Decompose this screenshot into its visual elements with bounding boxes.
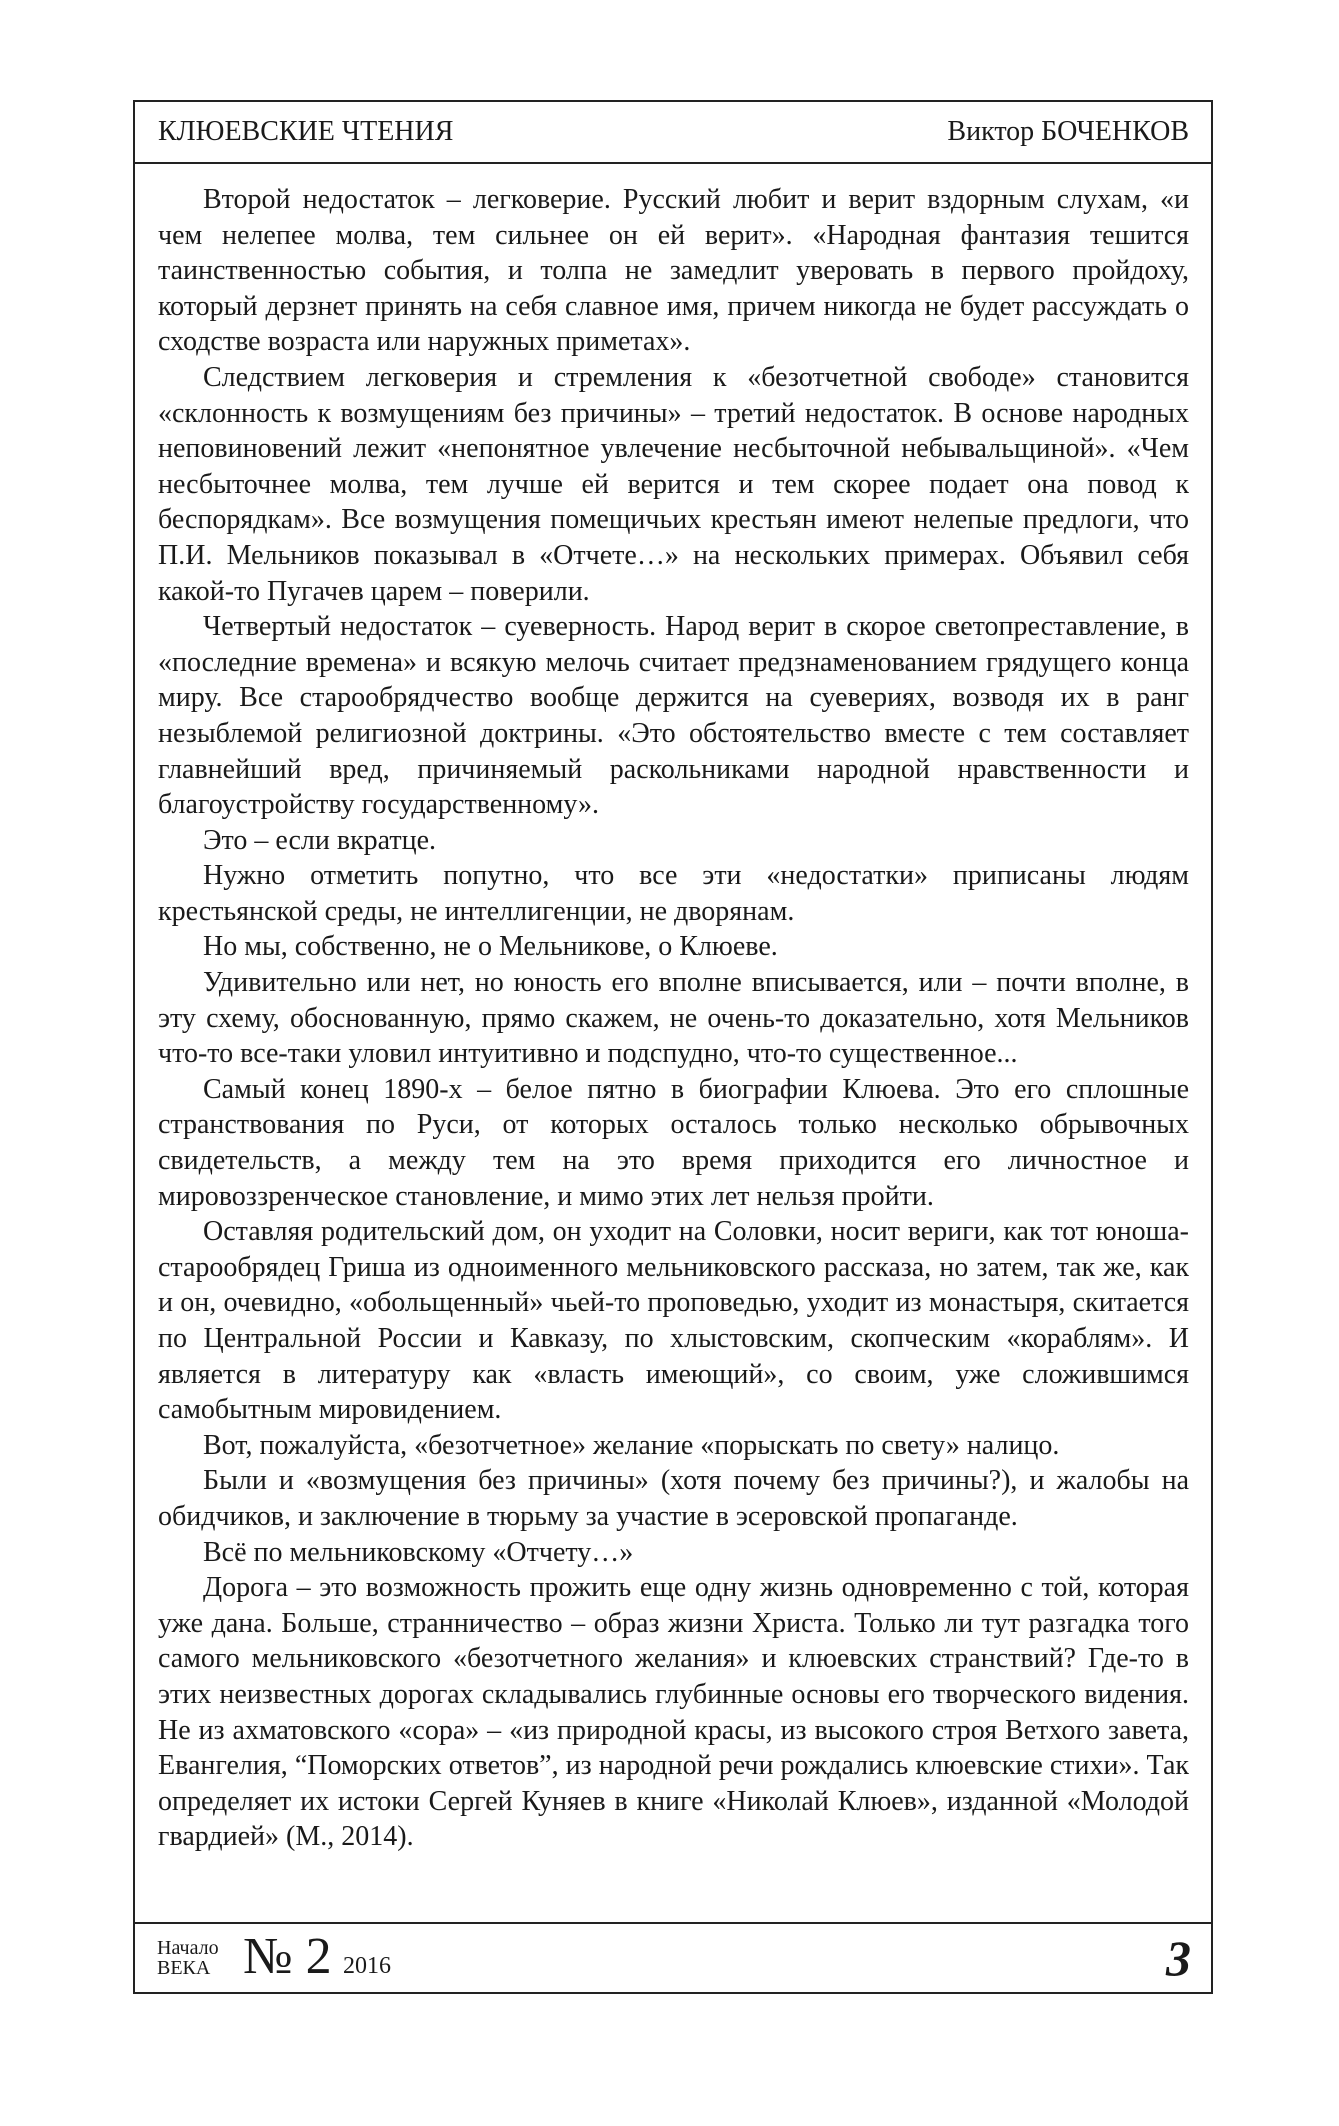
issue-number: № 2 — [243, 1928, 332, 1985]
paragraph: Всё по мельниковскому «Отчету…» — [203, 1536, 634, 1568]
paragraph: Дорога – это возможность прожить еще одну жизнь одновременно с той, которая уже дана. Больше, странничество – образ жизни Христа. Только ли тут разгадка того самого мельниковского «безотчетного желания» и клюевских странствий? Где-то в этих неизвестных дорогах складывались глубинные основы его творческого видения. Не из ахматовского «сора» – «из природной красы, из высокого строя Ветхого завета, Евангелия, “Поморских ответов”, из народной речи рождались клюевские стихи». Так определяет их истоки Сергей Куняев в книге «Николай Клюев», изданной «Молодой гвардией» (М., 2014). — [158, 1572, 1189, 1853]
running-header — [135, 102, 1211, 164]
issue-year: 2016 — [343, 1953, 391, 1979]
paragraph: Были и «возмущения без причины» (хотя почему без причины?), и жалобы на обидчиков, и заключение в тюрьму за участие в эсеровской пропаганде. — [158, 1465, 1189, 1532]
logo-line-2: ВЕКА — [157, 1957, 211, 1979]
page-frame — [133, 100, 1213, 1994]
paragraph: Но мы, собственно, не о Мельникове, о Клюеве. — [203, 931, 778, 963]
paragraph: Следствием легковерия и стремления к «безотчетной свободе» становится «склонность к возмущениям без причины» – третий недостаток. В основе народных неповиновений лежит «непонятное увлечение несбыточной небывальщиной». «Чем несбыточнее молва, тем лучше ей верится и тем скорее подает она повод к беспорядкам». Все возмущения помещичьих крестьян имеют нелепые предлоги, что П.И. Мельников показывал в «Отчете…» на нескольких примерах. Объявил себя какой-то Пугачев царем – поверили. — [158, 361, 1189, 607]
article-body — [158, 182, 1189, 1855]
paragraph: Нужно отметить попутно, что все эти «недостатки» приписаны людям крестьянской среды, не интеллигенции, не дворянам. — [158, 860, 1189, 927]
paragraph: Вот, пожалуйста, «безотчетное» желание «порыскать по свету» налицо. — [203, 1429, 1060, 1461]
page-number: 3 — [1166, 1930, 1191, 1986]
header-author: Виктор БОЧЕНКОВ — [947, 116, 1189, 147]
paragraph: Удивительно или нет, но юность его вполне вписывается, или – почти вполне, в эту схему, обоснованную, прямо скажем, не очень-то доказательно, хотя Мельников что-то все-таки уловил интуитивно и подспудно, что-то существенное... — [158, 967, 1189, 1070]
paragraph: Оставляя родительский дом, он уходит на Соловки, носит вериги, как тот юноша-старообрядец Гриша из одноименного мельниковского рассказа, но затем, так же, как и он, очевидно, «обольщенный» чьей-то проповедью, уходит из монастыря, скитается по Центральной России и Кавказу, по хлыстовским, скопческим «кораблям». И является в литературу как «власть имеющий», со своим, уже сложившимся самобытным мировидением. — [158, 1216, 1189, 1426]
magazine-logo — [157, 1938, 219, 1978]
paragraph: Четвертый недостаток – суеверность. Народ верит в скорое светопреставление, в «последние времена» и всякую мелочь считает предзнаменованием грядущего конца миру. Все старообрядчество вообще держится на суевериях, возводя их в ранг незыблемой религиозной доктрины. «Это обстоятельство вместе с тем составляет главнейший вред, причиняемый раскольниками народной нравственности и благоустройству государственному». — [158, 611, 1189, 821]
running-footer — [135, 1922, 1211, 1992]
paragraph: Самый конец 1890-х – белое пятно в биографии Клюева. Это его сплошные странствования по Руси, от которых осталось только несколько обрывочных свидетельств, а между тем на это время приходится его личностное и мировоззренческое становление, и мимо этих лет нельзя пройти. — [158, 1073, 1189, 1212]
header-section-title: КЛЮЕВСКИЕ ЧТЕНИЯ — [158, 116, 454, 147]
paragraph: Второй недостаток – легковерие. Русский любит и верит вздорным слухам, «и чем нелепее молва, тем сильнее он ей верит». «Народная фантазия тешится таинственностью события, и толпа не замедлит уверовать в первого пройдоху, который дерзнет принять на себя славное имя, причем никогда не будет рассуждать о сходстве возраста или наружных приметах». — [158, 184, 1189, 358]
logo-line-1: Начало — [157, 1937, 219, 1959]
paragraph: Это – если вкратце. — [203, 824, 437, 856]
